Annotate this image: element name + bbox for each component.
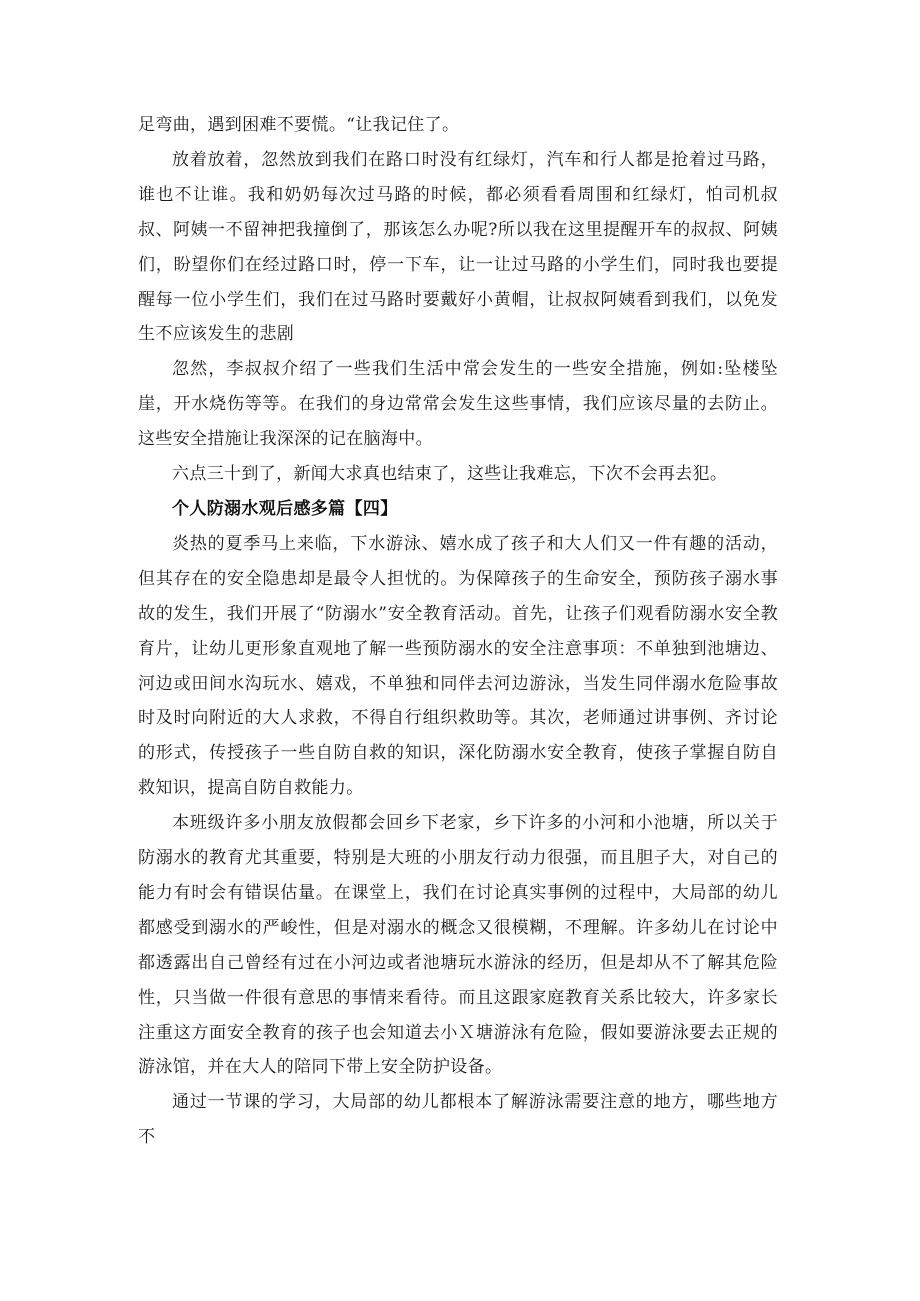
- section-heading: 个人防溺水观后感多篇【四】: [172, 498, 398, 519]
- paragraph-5: 炎热的夏季马上来临，下水游泳、嬉水成了孩子和大人们又一件有趣的活动，但其存在的安全隐患却是最令人担忧的。为保障孩子的生命安全，预防孩子溺水事故的发生，我们开展了“防溺水”安全教育活动。首先，让孩子们观看防溺水安全教育片，让幼儿更形象直观地了解一些预防溺水的安全注意事项：不单独到池塘边、河边或田间水沟玩水、嬉戏，不单独和同伴去河边游泳，当发生同伴溺水危险事故时及时向附近的大人求救，不得自行组织救助等。其次，老师通过讲事例、齐讨论的形式，传授孩子一些自防自救的知识，深化防溺水安全教育，使孩子掌握自防自救知识，提高自防自救能力。: [138, 533, 778, 799]
- document-page: [138, 108, 778, 1155]
- paragraph-1: 足弯曲，遇到困难不要慌。“让我记住了。: [138, 115, 460, 135]
- paragraph-2: 放着放着，忽然放到我们在路口时没有红绿灯，汽车和行人都是抢着过马路，谁也不让谁。我和奶奶每次过马路的时候，都必须看看周围和红绿灯，怕司机叔叔、阿姨一不留神把我撞倒了，那该怎么办呢?所以我在这里提醒开车的叔叔、阿姨们，盼望你们在经过路口时，停一下车，让一让过马路的小学生们，同时我也要提醒每一位小学生们，我们在过马路时要戴好小黄帽，让叔叔阿姨看到我们，以免发生不应该发生的悲剧: [138, 149, 778, 345]
- paragraph-3: 忽然，李叔叔介绍了一些我们生活中常会发生的一些安全措施，例如:坠楼坠崖，开水烧伤等等。在我们的身边常常会发生这些事情，我们应该尽量的去防止。这些安全措施让我深深的记在脑海中。: [138, 359, 778, 450]
- paragraph-4: 六点三十到了，新闻大求真也结束了，这些让我难忘，下次不会再去犯。: [172, 464, 728, 485]
- paragraph-7: 通过一节课的学习，大局部的幼儿都根本了解游泳需要注意的地方，哪些地方不: [138, 1092, 778, 1148]
- paragraph-6: 本班级许多小朋友放假都会回乡下老家，乡下许多的小河和小池塘，所以关于防溺水的教育尤其重要，特别是大班的小朋友行动力很强，而且胆子大，对自己的能力有时会有错误估量。在课堂上，我们在讨论真实事例的过程中，大局部的幼儿都感受到溺水的严峻性，但是对溺水的概念又很模糊，不理解。许多幼儿在讨论中都透露出自己曾经有过在小河边或者池塘玩水游泳的经历，但是却从不了解其危险性，只当做一件很有意思的事情来看待。而且这跟家庭教育关系比较大，许多家长注重这方面安全教育的孩子也会知道去小Ｘ塘游泳有危险，假如要游泳要去正规的游泳馆，并在大人的陪同下带上安全防护设备。: [138, 813, 778, 1078]
